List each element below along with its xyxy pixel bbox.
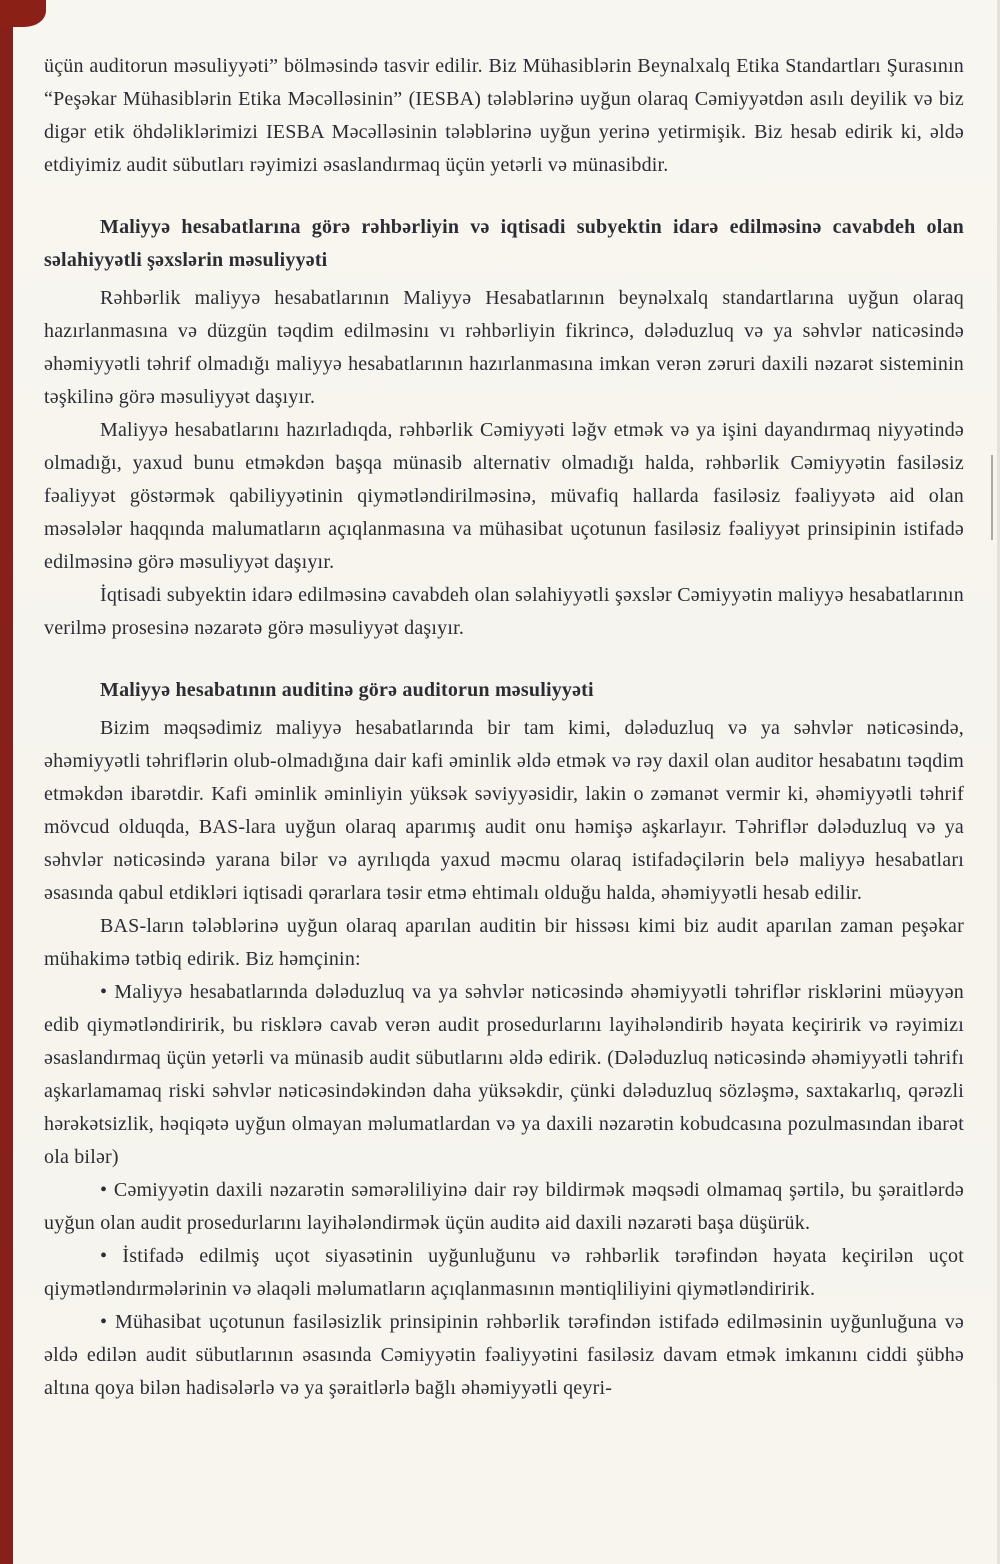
section-heading-management-responsibility: Maliyyə hesabatlarına görə rəhbərliyin və iqtisadi subyektin idarə edilməsinə cavabdeh olan səlahiyyətli şəxslərin məsuliyyəti <box>44 216 964 271</box>
bullet-item-going-concern-evaluation: • Mühasibat uçotunun fasiləsizlik prinsipinin rəhbərlik tərəfindən istifadə edilməsinin uyğunluğuna və əldə edilən audit sübutlarının əsasında Cəmiyyətin fəaliyyətini fasiləsiz davam etmək imkanını ciddi şübhə altına qoya bilən hadisələrlə və ya şəraitlərlə bağlı əhəmiyyətli qeyri- <box>44 1311 964 1399</box>
bullet-item-accounting-policies-evaluation: • İstifadə edilmiş uçot siyasətinin uyğunluğunu və rəhbərlik tərəfindən həyata keçirilən uçot qiymətləndırmələrinin və əlaqəli məlumatların açıqlanmasının məntiqliliyini qiymətləndiririk. <box>44 1245 964 1300</box>
bullet-item-risk-identification: • Maliyyə hesabatlarında dələduzluq va ya səhvlər nəticəsində əhəmiyyətli təhriflər risklərini müəyyən edib qiymətləndiririk, bu risklərə cavab verən audit prosedurlarını layihələndirib həyata keçiririk və rəyimizı əsaslandırmaq üçün yetərli va münasib audit sübutlarını əldə edirik. (Dələduzluq nəticəsində əhəmiyyətli təhrifı aşkarlamamaq riski səhvlər nəticəsindəkindən daha yüksəkdir, çünki dələduzluq sözləşmə, saxtakarlıq, qərəzli hərəkətsizlik, həqiqətə uyğun olmayan məlumatlardan və ya daxili nəzarətin kobudcasına pozulmasından ibarət ola bilər) <box>44 981 964 1168</box>
section-heading-auditor-responsibility: Maliyyə hesabatının auditinə görə auditorun məsuliyyəti <box>100 679 594 701</box>
paragraph-governance-responsibility: İqtisadi subyektin idarə edilməsinə cavabdeh olan səlahiyyətli şəxslər Cəmiyyətin maliyyə hesabatlarının verilmə prosesinə nəzarətə görə məsuliyyət daşıyır. <box>44 584 964 639</box>
continuation-paragraph-auditor-independence: üçün auditorun məsuliyyəti” bölməsində tasvir edilir. Biz Mühasiblərin Beynalxalq Etika Standartları Şurasının “Peşəkar Mühasiblərin Etika Məcəlləsinin” (IESBA) tələblərinə uyğun olaraq Cəmiyyətdən asılı deyilik və biz digər etik öhdəliklərimizi IESBA Məcəlləsinin tələblərinə uyğun yerinə yetirmişik. Biz hesab edirik ki, əldə etdiyimiz audit sübutları rəyimizi əsaslandırmaq üçün yetərli və münasibdir. <box>44 55 964 176</box>
paragraph-management-responsibility-2: Maliyyə hesabatlarını hazırladıqda, rəhbərlik Cəmiyyəti ləğv etmək və ya işini dayandırmaq niyyətində olmadığı, yaxud bunu etməkdən başqa münasib alternativ olmadığı halda, rəhbərlik Cəmiyyətin fasiləsiz fəaliyyət göstərmək qabiliyyətinin qiymətləndirilməsinə, müvafiq hallarda fasiləsiz fəaliyyətə aid olan məsələlər haqqında malumatların açıqlanmasına va mühasibat uçotunun fasiləsiz fəaliyyət prinsipinin istifadə edilməsinə görə məsuliyyət daşıyır. <box>44 419 964 573</box>
paragraph-auditor-professional-judgement: BAS-ların tələblərinə uyğun olaraq aparılan auditin bir hissəsı kimi biz audit aparılan zaman peşəkar mühakimə tətbiq edirik. Biz həmçinin: <box>44 915 964 970</box>
paragraph-management-responsibility-1: Rəhbərlik maliyyə hesabatlarının Maliyyə Hesabatlarının beynəlxalq standartlarına uyğun olaraq hazırlanmasına və düzgün təqdim edilməsinı vı rəhbərliyin fikrincə, dələduzluq və ya səhvlər naticəsində əhəmiyyətli təhrif olmadığı maliyyə hesabatlarının hazırlanmasına imkan verən zəruri daxili nəzarət sisteminin təşkilinə görə məsuliyyət daşıyır. <box>44 287 964 408</box>
paragraph-auditor-responsibility-objective: Bizim məqsədimiz maliyyə hesabatlarında bir tam kimi, dələduzluq və ya səhvlər nəticəsində, əhəmiyyətli təhriflərin olub-olmadığına dair kafi əminlik əldə etmək və rəy daxil olan auditor hesabatını təqdim etməkdən ibarətdir. Kafi əminlik əminliyin yüksək səviyyəsidir, lakin o zəmanət vermir ki, əhəmiyyətli təhrif mövcud olduqda, BAS-lara uyğun olaraq aparımış audit onu həmişə aşkarlayır. Təhriflər dələduzluq və ya səhvlər nəticəsində yarana bilər və ayrılıqda yaxud məcmu olaraq istifadəçilərin belə maliyyə hesabatları əsasında qabul etdikləri iqtisadi qərarlara təsir etmə ehtimalı olduğu halda, əhəmiyyətli hesab edilir. <box>44 717 964 904</box>
bullet-item-internal-control-understanding: • Cəmiyyətin daxili nəzarətin səmərəliliyinə dair rəy bildirmək məqsədi olmamaq şərtilə, bu şəraitlərdə uyğun olan audit prosedurlarını layihələndirmək üçün auditə aid daxili nəzarəti başa düşürük. <box>44 1179 964 1234</box>
